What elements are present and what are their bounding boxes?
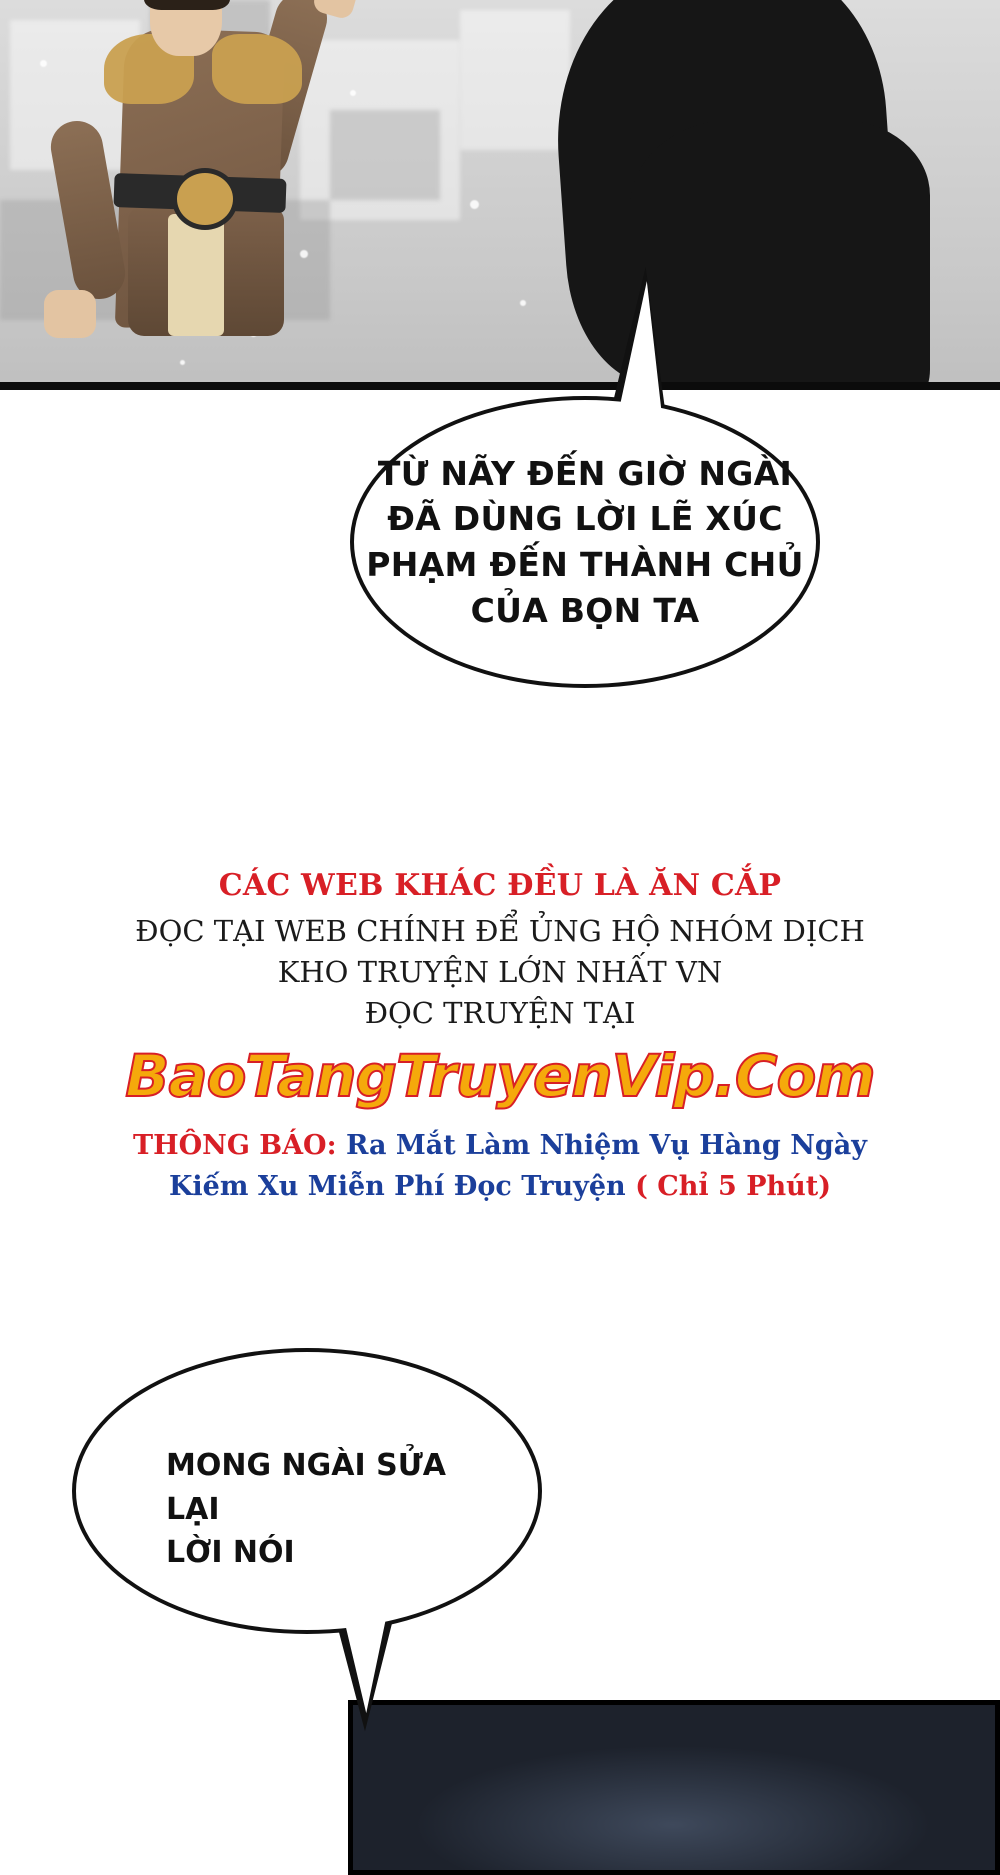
bubble-1-line-2: ĐÃ DÙNG LỜI LẼ XÚC (387, 499, 783, 539)
manhwa-panel-top (0, 0, 1000, 390)
promo-support: ĐỌC TẠI WEB CHÍNH ĐỂ ỦNG HỘ NHÓM DỊCH (135, 914, 865, 948)
promo-notice-line2-a: Kiếm Xu Miễn Phí Đọc Truyện (168, 1170, 626, 1202)
snow-particle (180, 360, 185, 365)
panel-bottom-border (0, 382, 1000, 390)
bubble-2-line-2: LỜI NÓI (166, 1535, 295, 1570)
speech-bubble-2 (72, 1348, 542, 1634)
character-fist (44, 290, 96, 338)
manhwa-panel-bottom (348, 1700, 1000, 1875)
snow-particle (520, 300, 526, 306)
promo-block (0, 868, 1000, 1207)
bubble-2-line-1: MONG NGÀI SỬA LẠI (166, 1448, 446, 1527)
promo-read-at: ĐỌC TRUYỆN TẠI (364, 996, 636, 1031)
promo-warning: CÁC WEB KHÁC ĐỀU LÀ ĂN CẮP (218, 868, 782, 903)
promo-notice (0, 1126, 1000, 1207)
bubble-1-line-1: TỪ NÃY ĐẾN GIỜ NGÀI (377, 453, 793, 493)
speech-bubble-1 (350, 396, 820, 688)
promo-tagline: KHO TRUYỆN LỚN NHẤT VN (277, 955, 723, 990)
promo-notice-body: Ra Mắt Làm Nhiệm Vụ Hàng Ngày (345, 1130, 867, 1162)
snow-particle (350, 90, 356, 96)
snow-particle (300, 250, 308, 258)
promo-notice-label: THÔNG BÁO: (133, 1130, 337, 1162)
bubble-1-line-4: CỦA BỌN TA (470, 590, 700, 630)
background-building (460, 10, 570, 150)
speech-bubble-1-text (366, 451, 803, 633)
panel-bottom-glow (413, 1745, 933, 1875)
background-building (330, 110, 440, 200)
snow-particle (40, 60, 47, 67)
snow-particle (470, 200, 479, 209)
bubble-1-line-3: PHẠM ĐẾN THÀNH CHỦ (366, 545, 804, 584)
promo-site-name[interactable]: BaoTangTruyenVip.Com (125, 1041, 875, 1110)
character-sash (168, 214, 224, 336)
character-shoulder-armor-right (212, 34, 302, 104)
character-hair (144, 0, 230, 10)
promo-notice-line2-b: ( Chỉ 5 Phút) (635, 1170, 832, 1202)
speech-bubble-2-text (166, 1444, 496, 1575)
character-belt-buckle (172, 168, 238, 230)
